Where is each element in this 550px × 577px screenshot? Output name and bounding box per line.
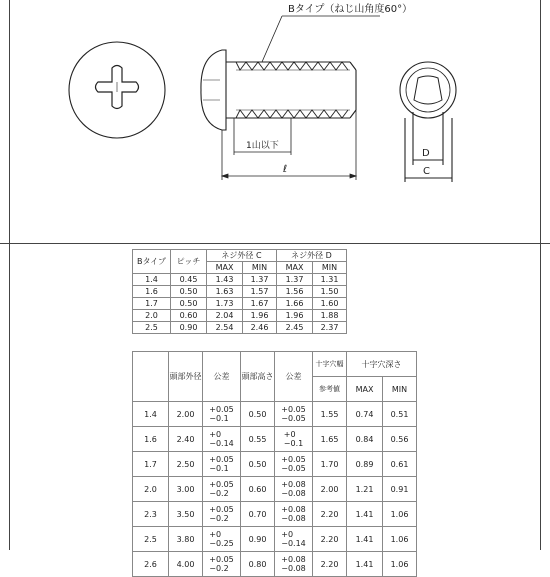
cross-dia-cell: 2.00	[313, 477, 347, 502]
tolerance-values	[281, 480, 306, 498]
tolerance-values	[209, 405, 234, 423]
table-row	[133, 427, 417, 452]
col-dia-d-header: ネジ外径 D	[277, 250, 347, 262]
table-cell: 1.37	[243, 274, 277, 286]
table-cell: 1.96	[277, 310, 313, 322]
depth-max-cell: 1.41	[347, 527, 383, 552]
table-row	[133, 477, 417, 502]
col-size-header	[133, 352, 169, 402]
tolerance-upper: +0	[283, 430, 296, 439]
head-dia-cell: 2.40	[169, 427, 203, 452]
table-cell: 0.90	[171, 322, 207, 334]
head-height-tolerance-cell	[275, 502, 313, 527]
size-cell: 1.6	[133, 427, 169, 452]
col-dia-c-header: ネジ外径 C	[207, 250, 277, 262]
table-cell: 1.7	[133, 298, 171, 310]
col-type-header: Bタイプ	[133, 250, 171, 274]
head-front-view	[69, 42, 165, 138]
table-cell: 2.54	[207, 322, 243, 334]
length-label: ℓ	[283, 164, 288, 175]
head-height-tolerance-cell	[275, 452, 313, 477]
tolerance-upper: +0.05	[281, 405, 306, 414]
table-cell: 1.63	[207, 286, 243, 298]
thread-type-callout: Bタイプ（ねじ山角度60°）	[288, 4, 413, 15]
tolerance-lower: −0.2	[209, 489, 229, 498]
tolerance-values	[284, 430, 303, 448]
depth-max-cell: 0.84	[347, 427, 383, 452]
section-divider	[0, 243, 550, 244]
screw-drawing	[0, 0, 550, 243]
depth-max-cell: 1.41	[347, 502, 383, 527]
table-cell: 1.37	[277, 274, 313, 286]
tolerance-upper: +0	[209, 430, 222, 439]
tolerance-lower: −0.1	[209, 464, 229, 473]
tolerance-lower: −0.1	[209, 414, 229, 423]
depth-min-cell: 0.56	[383, 427, 417, 452]
head-dia-tolerance-cell	[203, 452, 241, 477]
head-height-tolerance-cell	[275, 527, 313, 552]
col-head-dia-header: 頭部外径	[169, 352, 203, 402]
table-cell: 2.46	[243, 322, 277, 334]
head-dia-cell: 4.00	[169, 552, 203, 577]
tolerance-upper: +0.05	[209, 505, 234, 514]
col-tol2-header: 公差	[275, 352, 313, 402]
tolerance-values	[281, 555, 306, 573]
tolerance-values	[209, 555, 234, 573]
head-height-cell: 0.55	[241, 427, 275, 452]
thread-diameter-table	[132, 249, 347, 334]
table-cell: 1.56	[277, 286, 313, 298]
table-row	[133, 322, 347, 334]
table-cell: 2.45	[277, 322, 313, 334]
col-ref-header: 参考値	[313, 377, 347, 402]
table-cell: 2.37	[313, 322, 347, 334]
cross-dia-cell: 2.20	[313, 552, 347, 577]
table-cell: 1.57	[243, 286, 277, 298]
head-height-cell: 0.80	[241, 552, 275, 577]
col-c-min-header: MIN	[243, 262, 277, 274]
screw-side-view	[201, 50, 356, 130]
head-height-tolerance-cell	[275, 402, 313, 427]
tolerance-lower: −0.08	[281, 489, 306, 498]
tolerance-lower: −0.05	[281, 414, 306, 423]
tolerance-upper: +0.05	[209, 480, 234, 489]
table-row	[133, 298, 347, 310]
col-d-min-header: MIN	[313, 262, 347, 274]
head-dimension-table	[132, 351, 417, 577]
tolerance-values	[209, 505, 234, 523]
tolerance-upper: +0.08	[281, 480, 306, 489]
tolerance-lower: −0.14	[281, 539, 306, 548]
tolerance-upper: +0.05	[209, 405, 234, 414]
col-cross-dia-header: 十字穴幅	[313, 352, 347, 377]
depth-min-cell: 1.06	[383, 552, 417, 577]
head-dia-tolerance-cell	[203, 502, 241, 527]
depth-min-cell: 1.06	[383, 502, 417, 527]
head-dia-tolerance-cell	[203, 527, 241, 552]
tolerance-upper: +0.05	[209, 455, 234, 464]
head-dia-cell: 2.00	[169, 402, 203, 427]
table-row	[133, 527, 417, 552]
table-row	[133, 502, 417, 527]
head-height-tolerance-cell	[275, 477, 313, 502]
head-height-cell: 0.90	[241, 527, 275, 552]
head-dia-cell: 3.50	[169, 502, 203, 527]
tolerance-lower: −0.25	[209, 539, 234, 548]
table-cell: 0.50	[171, 286, 207, 298]
tolerance-lower: −0.2	[209, 564, 229, 573]
table-cell: 1.43	[207, 274, 243, 286]
table-cell: 0.60	[171, 310, 207, 322]
table-cell: 2.04	[207, 310, 243, 322]
head-height-tolerance-cell	[275, 427, 313, 452]
cross-dia-cell: 1.65	[313, 427, 347, 452]
tolerance-lower: −0.14	[209, 439, 234, 448]
table-cell: 1.50	[313, 286, 347, 298]
table-cell: 1.73	[207, 298, 243, 310]
head-height-tolerance-cell	[275, 552, 313, 577]
tolerance-upper: +0.05	[281, 455, 306, 464]
thread-length-label: 1山以下	[246, 141, 279, 151]
head-height-cell: 0.50	[241, 452, 275, 477]
table-cell: 1.6	[133, 286, 171, 298]
cross-dia-cell: 2.20	[313, 502, 347, 527]
tolerance-lower: −0.2	[209, 514, 229, 523]
size-cell: 2.6	[133, 552, 169, 577]
col-pitch-header: ピッチ	[171, 250, 207, 274]
table-cell: 0.45	[171, 274, 207, 286]
tolerance-lower: −0.08	[281, 564, 306, 573]
tolerance-upper: +0	[209, 530, 222, 539]
tolerance-upper: +0.08	[281, 505, 306, 514]
col-d-max-header: MAX	[277, 262, 313, 274]
tolerance-values	[281, 505, 306, 523]
table-cell: 2.5	[133, 322, 171, 334]
tolerance-values	[281, 455, 306, 473]
cross-dia-cell: 1.55	[313, 402, 347, 427]
size-cell: 2.5	[133, 527, 169, 552]
head-height-cell: 0.70	[241, 502, 275, 527]
table-cell: 0.50	[171, 298, 207, 310]
head-dia-tolerance-cell	[203, 427, 241, 452]
head-height-cell: 0.50	[241, 402, 275, 427]
table-row	[133, 552, 417, 577]
table-cell: 1.31	[313, 274, 347, 286]
col-tol1-header: 公差	[203, 352, 241, 402]
depth-min-cell: 0.51	[383, 402, 417, 427]
table-cell: 1.4	[133, 274, 171, 286]
col-depth-max-header: MAX	[347, 377, 383, 402]
cross-dia-cell: 1.70	[313, 452, 347, 477]
head-dia-tolerance-cell	[203, 402, 241, 427]
tolerance-upper: +0	[281, 530, 294, 539]
depth-max-cell: 0.89	[347, 452, 383, 477]
table-row	[133, 286, 347, 298]
depth-max-cell: 0.74	[347, 402, 383, 427]
tolerance-lower: −0.1	[283, 439, 304, 448]
table-row	[133, 310, 347, 322]
table-row	[133, 452, 417, 477]
tolerance-upper: +0.05	[209, 555, 234, 564]
screw-end-view	[400, 62, 456, 182]
size-cell: 2.0	[133, 477, 169, 502]
col-cross-depth-header: 十字穴深さ	[347, 352, 417, 377]
tolerance-lower: −0.08	[281, 514, 306, 523]
table-cell: 1.96	[243, 310, 277, 322]
thread-callout-leader	[262, 16, 380, 62]
head-dia-cell: 2.50	[169, 452, 203, 477]
dimension-d-label: D	[422, 148, 430, 159]
table-cell: 1.60	[313, 298, 347, 310]
table-cell: 1.66	[277, 298, 313, 310]
depth-min-cell: 0.61	[383, 452, 417, 477]
tolerance-values	[209, 430, 234, 448]
tolerance-values	[209, 530, 234, 548]
tolerance-values	[281, 405, 306, 423]
depth-max-cell: 1.21	[347, 477, 383, 502]
col-head-height-header: 頭部高さ	[241, 352, 275, 402]
depth-max-cell: 1.41	[347, 552, 383, 577]
table-row	[133, 402, 417, 427]
head-dia-tolerance-cell	[203, 477, 241, 502]
col-c-max-header: MAX	[207, 262, 243, 274]
head-dia-tolerance-cell	[203, 552, 241, 577]
head-height-cell: 0.60	[241, 477, 275, 502]
depth-min-cell: 0.91	[383, 477, 417, 502]
size-cell: 1.7	[133, 452, 169, 477]
tolerance-values	[281, 530, 306, 548]
table-cell: 1.88	[313, 310, 347, 322]
table-cell: 1.67	[243, 298, 277, 310]
cross-dia-cell: 2.20	[313, 527, 347, 552]
head-dia-cell: 3.00	[169, 477, 203, 502]
tolerance-lower: −0.05	[281, 464, 306, 473]
depth-min-cell: 1.06	[383, 527, 417, 552]
dimension-c-label: C	[423, 166, 430, 177]
table-cell: 2.0	[133, 310, 171, 322]
tolerance-values	[209, 455, 234, 473]
size-cell: 2.3	[133, 502, 169, 527]
table-row	[133, 274, 347, 286]
size-cell: 1.4	[133, 402, 169, 427]
head-dia-cell: 3.80	[169, 527, 203, 552]
length-dimension	[222, 110, 356, 180]
col-depth-min-header: MIN	[383, 377, 417, 402]
tolerance-upper: +0.08	[281, 555, 306, 564]
tolerance-values	[209, 480, 234, 498]
